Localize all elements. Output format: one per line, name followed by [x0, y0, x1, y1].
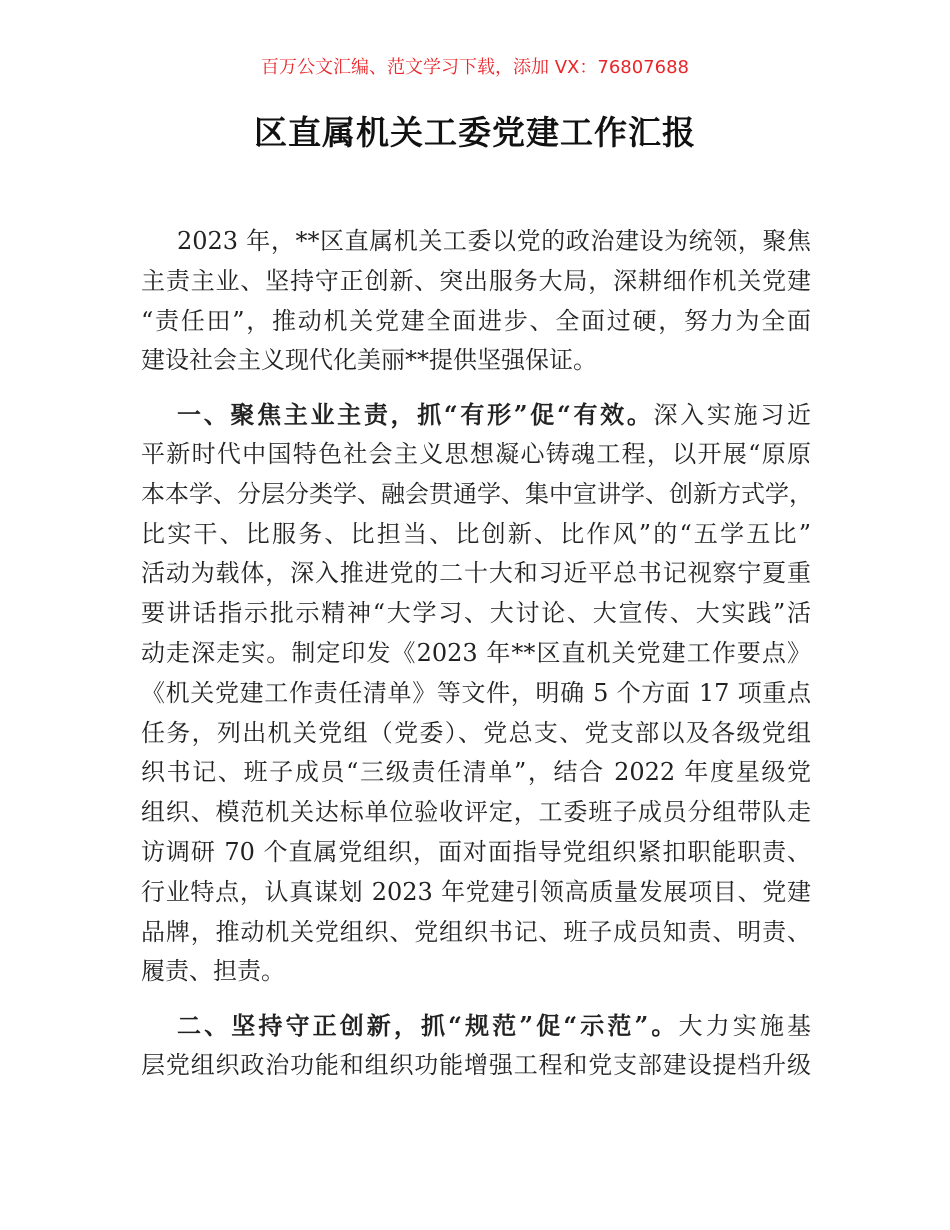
text-line — [141, 1006, 811, 1046]
document-title: 区直属机关工委党建工作汇报 — [254, 113, 696, 152]
text-line: 织书记、班子成员“三级责任清单”，结合 2022 年度星级党 — [141, 758, 811, 787]
text-line: 动走深走实。制定印发《2023 年**区直机关党建工作要点》 — [141, 638, 811, 667]
text-line: “责任田”，推动机关党建全面进步、全面过硬，努力为全面 — [141, 306, 811, 335]
text-line: 组织、模范机关达标单位验收评定，工委班子成员分组带队走 — [141, 798, 811, 827]
text-line: 主责主业、坚持守正创新、突出服务大局，深耕细作机关党建 — [141, 266, 811, 295]
text-line: 活动为载体，深入推进党的二十大和习近平总书记视察宁夏重 — [141, 559, 811, 588]
text-line: 比实干、比服务、比担当、比创新、比作风”的“五学五比” — [141, 519, 811, 548]
text-line — [141, 395, 811, 435]
paragraph-intro — [141, 222, 811, 381]
watermark-banner: 百万公文汇编、范文学习下载，添加 VX：76807688 — [261, 57, 689, 78]
text-line: 平新时代中国特色社会主义思想凝心铸魂工程，以开展“原原 — [141, 439, 811, 468]
text-line: 要讲话指示批示精神“大学习、大讨论、大宣传、大实践”活 — [141, 599, 811, 628]
text-line: 品牌，推动机关党组织、党组织书记、班子成员知责、明责、 — [141, 917, 811, 946]
text-line: 任务，列出机关党组（党委）、党总支、党支部以及各级党组 — [141, 718, 811, 747]
text-line: 《机关党建工作责任清单》等文件，明确 5 个方面 17 项重点 — [141, 678, 811, 707]
paragraph-section-1 — [141, 395, 811, 992]
document-body — [141, 222, 811, 1100]
section-heading: 一、聚焦主业主责，抓“有形”促“有效。 — [177, 400, 654, 430]
text-line: 履责、担责。 — [141, 957, 285, 986]
text-line: 建设社会主义现代化美丽**提供坚强保证。 — [141, 346, 597, 375]
section-heading: 二、坚持守正创新，抓“规范”促“示范”。 — [177, 1011, 679, 1041]
text-line: 本本学、分层分类学、融会贯通学、集中宣讲学、创新方式学， — [141, 479, 813, 508]
paragraph-section-2 — [141, 1006, 811, 1086]
text-line: 行业特点，认真谋划 2023 年党建引领高质量发展项目、党建 — [141, 877, 811, 906]
text-span: 大力实施基 — [678, 1012, 812, 1041]
text-span: 深入实施习近 — [653, 401, 812, 430]
text-line: 访调研 70 个直属党组织，面对面指导党组织紧扣职能职责、 — [141, 837, 811, 866]
text-line: 2023 年，**区直属机关工委以党的政治建设为统领，聚焦 — [177, 227, 811, 255]
text-line: 层党组织政治功能和组织功能增强工程和党支部建设提档升级 — [141, 1050, 811, 1079]
